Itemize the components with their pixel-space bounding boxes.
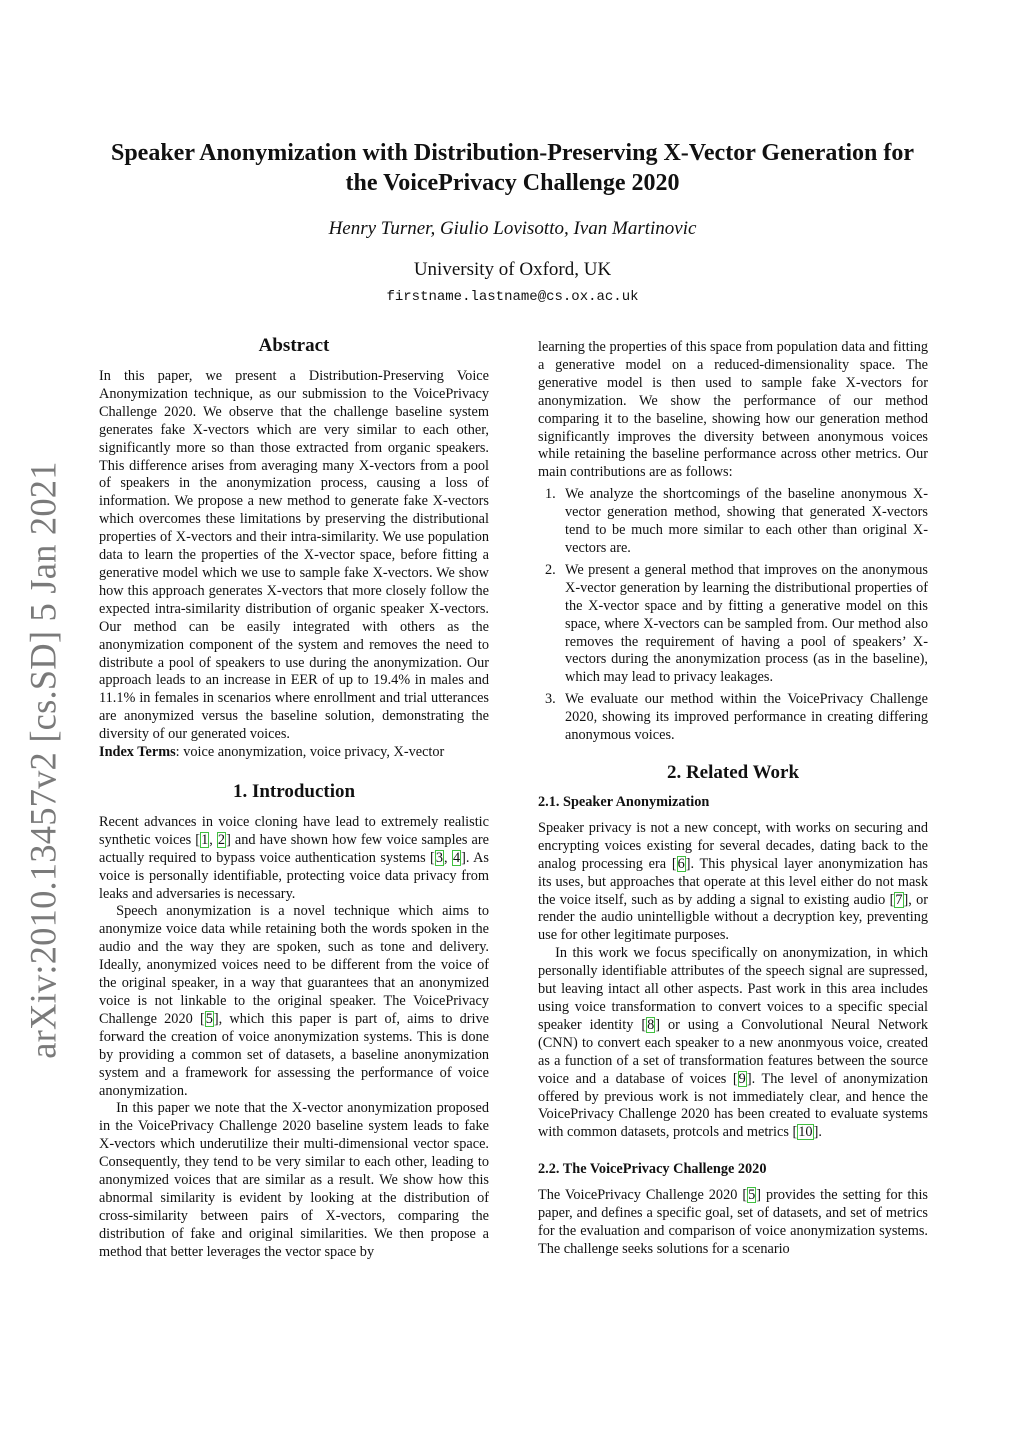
intro-paragraph-3: In this paper we note that the X-vector anonymization proposed in the VoicePrivacy Challenge 2020 baseline system leads to fake X-vectors which underutilize their multi-dimensional vector space. Consequently, they tend to be very similar to each other, leading to anonymized voices that are similar as a result. We show how this abnormal similarity is evident by looking at the distribution of cross-similarity between pairs of X-vectors, comparing the distribution of fake and original similarities. We then propose a method that better leverages the vector space by (99, 1100, 489, 1260)
citation-link[interactable]: 7 (895, 891, 903, 908)
affiliation: University of Oxford, UK (413, 259, 612, 280)
related-paragraph-2: In this work we focus specifically on anonymization, in which personally identifiable attributes of the speech signal are supressed, but leaving intact all other aspects. Past work in this area includes using voice transformation to convert voices to a specific special speaker identity [8] or using a Convolutional Neural Network (CNN) to convert each speaker to a new anonmyous voice, created as a function of a set of transformation features between the source voice and a database of voices [9]. The level of anonymization offered by previous work is not immediately clear, and hence the VoicePrivacy Challenge 2020 has been created to evaluate systems with common datasets, protcols and metrics [10]. (538, 945, 928, 1141)
list-item: 3. We evaluate our method within the VoicePrivacy Challenge 2020, showing its improved performance in creating differing anonymous voices. (545, 691, 928, 744)
citation-link[interactable]: 4 (452, 849, 461, 866)
index-terms (99, 744, 489, 762)
abstract-heading: Abstract (258, 335, 330, 356)
speaker-anonymization-subheading: 2.1. Speaker Anonymization (538, 793, 710, 810)
arxiv-identifier: arXiv:2010.13457v2 [cs.SD] 5 Jan 2021 (22, 461, 64, 1059)
index-terms-values: : voice anonymization, voice privacy, X-vector (175, 744, 445, 761)
title-line-2: the VoicePrivacy Challenge 2020 (345, 169, 680, 196)
intro-paragraph-2: Speech anonymization is a novel technique which aims to anonymize voice data while retaining both the words spoken in the audio and the way they are spoken, such as tone and delivery. Ideally, anonymized voices need to be different from the voice of the original speaker, in a way that guarantees that an anonymized voice is not linkable to the original speaker. The VoicePrivacy Challenge 2020 [5], which this paper is part of, aims to drive forward the creation of voice anonymization systems. This is done by providing a common set of datasets, a baseline anonymization system and a framework for assessing the performance of voice anonymization. (99, 903, 490, 1099)
citation-link[interactable]: 3 (435, 849, 443, 866)
challenge-paragraph: The VoicePrivacy Challenge 2020 [5] provides the setting for this paper, and defines a specific goal, set of datasets, and set of metrics for the evaluation and comparison of voice anonymization systems. The challenge seeks solutions for a scenario (538, 1187, 928, 1257)
right-column (538, 339, 928, 1259)
citation-link[interactable]: 5 (748, 1187, 756, 1204)
contributions-list (538, 486, 928, 745)
index-terms-label: Index Terms (99, 744, 176, 761)
introduction-heading: 1. Introduction (232, 780, 356, 802)
citation-link[interactable]: 5 (205, 1010, 213, 1027)
citation-link[interactable]: 6 (677, 855, 685, 872)
author-list: Henry Turner, Giulio Lovisotto, Ivan Martinovic (328, 218, 697, 239)
intro-continued-paragraph: learning the properties of this space from population data and fitting a generative model on a reduced-dimensionality space. The generative model is then used to sample fake X-vectors for anonymization. We show the performance of our method comparing it to the baseline, showing how our generation method significantly improves the diversity between anonymous voices while retaining the baseline performance across other metrics. Our main contributions are as follows: (538, 339, 928, 481)
citation-link[interactable]: 10 (798, 1124, 813, 1141)
list-item: 1. We analyze the shortcomings of the baseline anonymous X-vector generation method, showing that generated X-vectors tend to be much more similar to each other than original X-vectors are. (545, 486, 928, 556)
citation-link[interactable]: 8 (647, 1016, 655, 1033)
title-line-1: Speaker Anonymization with Distribution-Preserving X-Vector Generation for (110, 140, 915, 166)
paper-title (80, 139, 945, 198)
voiceprivacy-subheading: 2.2. The VoicePrivacy Challenge 2020 (538, 1161, 767, 1178)
related-paragraph-1: Speaker privacy is not a new concept, with works on securing and encrypting voices existing for several decades, dating back to the analog processing era [6]. This physical layer anonymization has its uses, but approaches that operate at this level either do not mask the voice itself, such as by adding a signal to existing audio [7], or render the audio unintelligble without a decryption key, preventing use for other legitimate purposes. (538, 819, 928, 944)
citation-link[interactable]: 1 (201, 831, 209, 848)
left-column (99, 334, 489, 1262)
citation-link[interactable]: 9 (738, 1070, 746, 1087)
arxiv-stamp (18, 460, 68, 1060)
related-work-heading: 2. Related Work (666, 761, 800, 783)
citation-link[interactable]: 2 (217, 831, 226, 848)
intro-paragraph-1: Recent advances in voice cloning have lead to extremely realistic synthetic voices [1, 2] and have shown how few voice samples are actually required to bypass voice authentication systems [3, 4]. As voice is personally identifiable, protecting voice data privacy from leaks and adversaries is necessary. (99, 813, 489, 902)
abstract-text: In this paper, we present a Distribution-Preserving Voice Anonymization technique, as our submission to the VoicePrivacy Challenge 2020. We observe that the challenge baseline system generates fake X-vectors which are very similar to each other, significantly more so than those extracted from organic speakers. This difference arises from averaging many X-vectors from a pool of speakers in the anonymization process, causing a loss of information. We propose a new method to generate fake X-vectors which overcomes these limitations by preserving the distributional properties of X-vectors and their intra-similarity. We use population data to learn the properties of the X-vector space, before fitting a generative model which we use to sample fake X-vectors. We show how this approach generates X-vectors that more closely follow the expected intra-similarity distribution of organic speaker X-vectors. Our method can be easily integrated with others as the anonymization component of the system and removes the need to distribute a pool of speakers to use during the anonymization. Our approach leads to an increase in EER of up to 19.4% in males and 11.1% in females in scenarios where enrollment and trial utterances are anonymized versus the baseline solution, demonstrating the diversity of our generated voices. (99, 368, 489, 743)
email-address: firstname.lastname@cs.ox.ac.uk (386, 289, 639, 305)
list-item: 2. We present a general method that improves on the anonymous X-vector generation by learning the distributional properties of the X-vector space and by fitting a generative model on this space, where X-vectors can be sampled from. Our method also removes the requirement of having a pool of speakers’ X-vectors during the anonymization process (as in the baseline), which may lead to privacy leakages. (545, 561, 928, 686)
